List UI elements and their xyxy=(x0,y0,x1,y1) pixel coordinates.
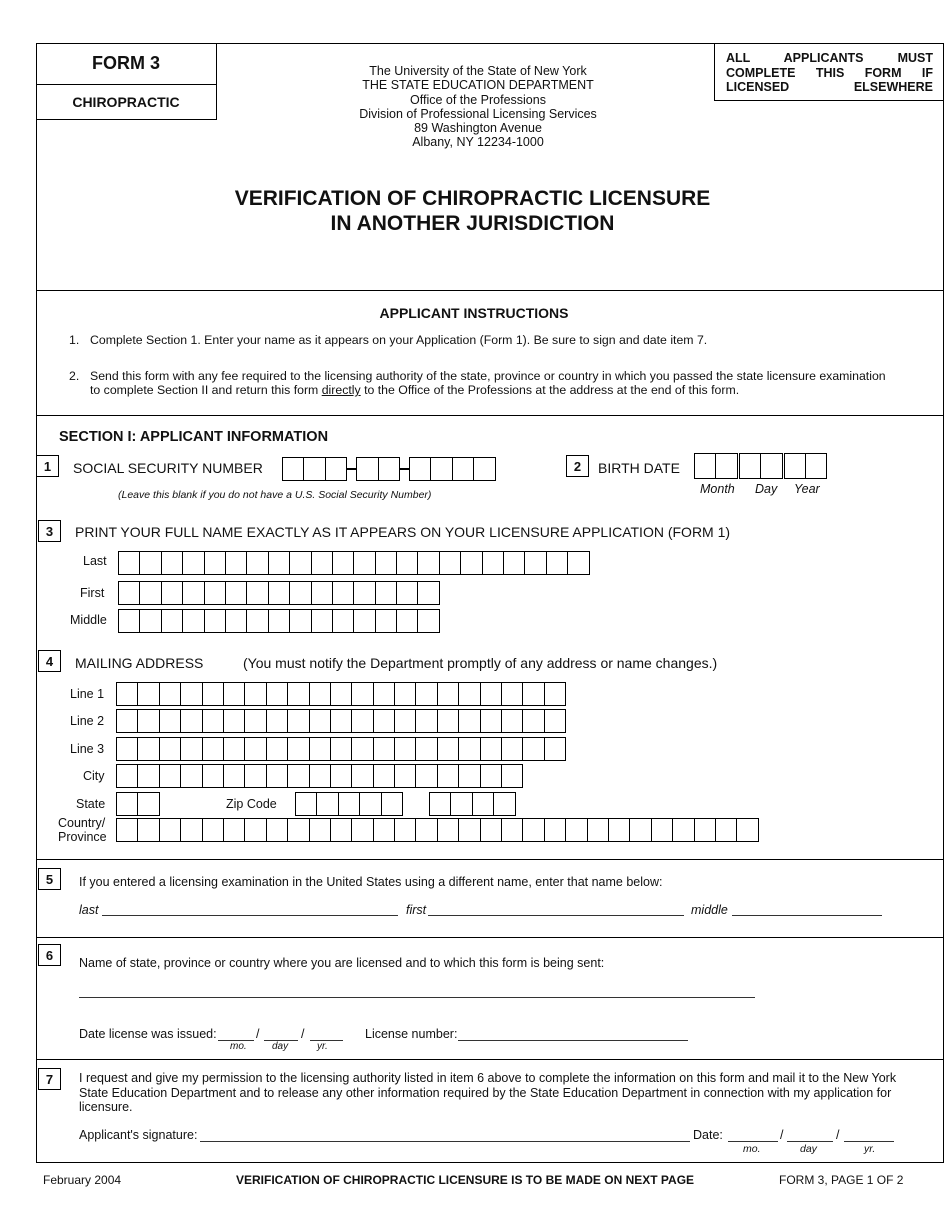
char-cell[interactable] xyxy=(139,581,161,605)
country-label-line: Country/ xyxy=(58,816,106,830)
agency-line: Office of the Professions xyxy=(410,92,546,107)
char-cell[interactable] xyxy=(180,709,202,733)
char-cell[interactable] xyxy=(546,551,568,575)
char-cell[interactable] xyxy=(204,551,226,575)
char-cell[interactable] xyxy=(309,764,331,788)
char-cell[interactable] xyxy=(437,818,459,842)
ssn-note: (Leave this blank if you do not have a U.S. Social Security Number) xyxy=(118,489,432,501)
char-cell[interactable] xyxy=(501,764,523,788)
ssn-cell[interactable] xyxy=(378,457,400,481)
char-cell[interactable] xyxy=(394,818,416,842)
char-cell[interactable] xyxy=(180,764,202,788)
char-cell[interactable] xyxy=(415,818,437,842)
line1-label: Line 1 xyxy=(70,687,105,701)
char-cell[interactable] xyxy=(161,609,183,633)
char-cell[interactable] xyxy=(353,581,375,605)
permission-line: State Education Department and to release any other information required by the State Education Department in connection with my application for xyxy=(79,1085,892,1100)
birth-month-cell[interactable] xyxy=(715,453,737,479)
char-cell[interactable] xyxy=(565,818,587,842)
char-cell[interactable] xyxy=(159,737,181,761)
sig-day-line[interactable] xyxy=(787,1141,833,1142)
char-cell[interactable] xyxy=(309,818,331,842)
char-cell[interactable] xyxy=(501,818,523,842)
state-input[interactable] xyxy=(116,792,160,816)
char-cell[interactable] xyxy=(493,792,515,816)
birth-date-input[interactable] xyxy=(694,453,827,479)
char-cell[interactable] xyxy=(415,682,437,706)
char-cell[interactable] xyxy=(417,581,439,605)
char-cell[interactable] xyxy=(116,682,138,706)
ssn-cell[interactable] xyxy=(325,457,347,481)
line3-label: Line 3 xyxy=(70,742,105,756)
state-label: State xyxy=(76,797,106,811)
char-cell[interactable] xyxy=(244,682,266,706)
divider xyxy=(36,415,944,416)
char-cell[interactable] xyxy=(501,709,523,733)
char-cell[interactable] xyxy=(458,818,480,842)
char-cell[interactable] xyxy=(373,709,395,733)
char-cell[interactable] xyxy=(415,764,437,788)
char-cell[interactable] xyxy=(694,818,716,842)
char-cell[interactable] xyxy=(501,682,523,706)
ssn-cell[interactable] xyxy=(282,457,304,481)
char-cell[interactable] xyxy=(159,818,181,842)
char-cell[interactable] xyxy=(246,581,268,605)
year-caption: Year xyxy=(794,482,820,496)
char-cell[interactable] xyxy=(244,709,266,733)
char-cell[interactable] xyxy=(544,737,566,761)
char-cell[interactable] xyxy=(375,551,397,575)
instruction-1: Complete Section 1. Enter your name as it appears on your Application (Form 1). Be sure to sign and date item 7. xyxy=(90,333,708,347)
ssn-cell[interactable] xyxy=(303,457,325,481)
char-cell[interactable] xyxy=(202,818,224,842)
item-number: 2 xyxy=(566,455,589,477)
char-cell[interactable] xyxy=(330,709,352,733)
date-slash: / xyxy=(256,1027,260,1041)
char-cell[interactable] xyxy=(118,609,140,633)
char-cell[interactable] xyxy=(202,764,224,788)
char-cell[interactable] xyxy=(415,709,437,733)
signature-label: Applicant's signature: xyxy=(79,1128,198,1142)
ssn-input[interactable] xyxy=(282,457,496,481)
char-cell[interactable] xyxy=(351,818,373,842)
alt-first-label: first xyxy=(406,903,427,917)
title-line-2: IN ANOTHER JURISDICTION xyxy=(330,212,615,235)
instruction-2b-text: to the Office of the Professions at the address at the end of this form. xyxy=(360,383,740,397)
char-cell[interactable] xyxy=(736,818,758,842)
char-cell[interactable] xyxy=(287,818,309,842)
char-cell[interactable] xyxy=(223,737,245,761)
char-cell[interactable] xyxy=(223,709,245,733)
char-cell[interactable] xyxy=(458,764,480,788)
permission-statement xyxy=(79,1071,909,1115)
footer-notice: VERIFICATION OF CHIROPRACTIC LICENSURE IS TO BE MADE ON NEXT PAGE xyxy=(236,1173,695,1187)
license-number-label: License number: xyxy=(365,1027,458,1041)
char-cell[interactable] xyxy=(437,764,459,788)
char-cell[interactable] xyxy=(289,551,311,575)
date-slash: / xyxy=(301,1027,305,1041)
month-caption: Month xyxy=(700,482,735,496)
char-cell[interactable] xyxy=(244,764,266,788)
char-cell[interactable] xyxy=(394,764,416,788)
char-cell[interactable] xyxy=(503,551,525,575)
form-type: CHIROPRACTIC xyxy=(72,94,180,110)
char-cell[interactable] xyxy=(544,709,566,733)
last-name-input[interactable] xyxy=(118,551,590,575)
char-cell[interactable] xyxy=(373,818,395,842)
char-cell[interactable] xyxy=(351,737,373,761)
char-cell[interactable] xyxy=(316,792,338,816)
char-cell[interactable] xyxy=(202,709,224,733)
char-cell[interactable] xyxy=(225,551,247,575)
char-cell[interactable] xyxy=(415,737,437,761)
permission-line: I request and give my permission to the licensing authority listed in item 6 above to complete the information on this form and mail it to the New York xyxy=(79,1071,897,1085)
alt-middle-label: middle xyxy=(691,903,728,917)
agency-line: Albany, NY 12234-1000 xyxy=(412,135,544,150)
zip-input[interactable] xyxy=(295,792,403,816)
notice-box: ALL APPLICANTS MUST COMPLETE THIS FORM IF LICENSED ELSEWHERE xyxy=(714,43,944,101)
char-cell[interactable] xyxy=(524,551,546,575)
title-line-1: VERIFICATION OF CHIROPRACTIC LICENSURE xyxy=(234,187,711,210)
signature-date-label: Date: xyxy=(693,1128,723,1142)
char-cell[interactable] xyxy=(458,737,480,761)
char-cell[interactable] xyxy=(161,581,183,605)
char-cell[interactable] xyxy=(137,764,159,788)
instruction-num: 2. xyxy=(69,369,80,383)
char-cell[interactable] xyxy=(159,709,181,733)
char-cell[interactable] xyxy=(204,581,226,605)
char-cell[interactable] xyxy=(311,581,333,605)
char-cell[interactable] xyxy=(437,682,459,706)
char-cell[interactable] xyxy=(268,581,290,605)
char-cell[interactable] xyxy=(353,609,375,633)
char-cell[interactable] xyxy=(137,737,159,761)
divider xyxy=(36,1059,944,1060)
char-cell[interactable] xyxy=(287,682,309,706)
char-cell[interactable] xyxy=(268,609,290,633)
sig-year-line[interactable] xyxy=(844,1141,894,1142)
char-cell[interactable] xyxy=(522,682,544,706)
alt-last-line[interactable] xyxy=(102,915,398,916)
zip-extension-input[interactable] xyxy=(429,792,516,816)
char-cell[interactable] xyxy=(480,682,502,706)
issue-date-label: Date license was issued: xyxy=(79,1027,217,1041)
char-cell[interactable] xyxy=(375,609,397,633)
birth-day-cell[interactable] xyxy=(760,453,782,479)
instruction-2b-text: to complete Section II and return this form xyxy=(90,383,322,397)
address-line1-input[interactable] xyxy=(116,682,566,706)
char-cell[interactable] xyxy=(480,764,502,788)
item-number: 1 xyxy=(36,455,59,477)
day-caption: day xyxy=(272,1041,289,1052)
first-name-input[interactable] xyxy=(118,581,440,605)
first-name-label: First xyxy=(80,586,105,600)
char-cell[interactable] xyxy=(330,737,352,761)
char-cell[interactable] xyxy=(458,682,480,706)
char-cell[interactable] xyxy=(522,737,544,761)
ssn-cell[interactable] xyxy=(356,457,378,481)
license-number-line[interactable] xyxy=(458,1040,688,1041)
page-title xyxy=(150,186,795,236)
char-cell[interactable] xyxy=(116,792,138,816)
char-cell[interactable] xyxy=(246,551,268,575)
yr-caption: yr. xyxy=(864,1143,876,1155)
instruction-2b-emphasis: directly xyxy=(321,383,361,397)
line2-label: Line 2 xyxy=(70,714,105,728)
char-cell[interactable] xyxy=(351,682,373,706)
char-cell[interactable] xyxy=(180,682,202,706)
char-cell[interactable] xyxy=(287,709,309,733)
char-cell[interactable] xyxy=(223,764,245,788)
item-number: 7 xyxy=(38,1068,61,1090)
char-cell[interactable] xyxy=(266,818,288,842)
char-cell[interactable] xyxy=(202,682,224,706)
char-cell[interactable] xyxy=(567,551,589,575)
char-cell[interactable] xyxy=(330,818,352,842)
birth-year-cell[interactable] xyxy=(805,453,827,479)
mo-caption: mo. xyxy=(230,1041,247,1052)
char-cell[interactable] xyxy=(309,737,331,761)
char-cell[interactable] xyxy=(246,609,268,633)
full-name-label: PRINT YOUR FULL NAME EXACTLY AS IT APPEARS ON YOUR LICENSURE APPLICATION (FORM 1) xyxy=(75,524,731,540)
last-name-label: Last xyxy=(83,554,107,568)
char-cell[interactable] xyxy=(161,551,183,575)
char-cell[interactable] xyxy=(116,818,138,842)
yr-caption: yr. xyxy=(317,1041,328,1052)
char-cell[interactable] xyxy=(373,764,395,788)
char-cell[interactable] xyxy=(359,792,381,816)
zip-label: Zip Code xyxy=(226,797,277,811)
char-cell[interactable] xyxy=(351,709,373,733)
address-line3-input[interactable] xyxy=(116,737,566,761)
char-cell[interactable] xyxy=(472,792,494,816)
char-cell[interactable] xyxy=(396,609,418,633)
char-cell[interactable] xyxy=(450,792,472,816)
char-cell[interactable] xyxy=(396,581,418,605)
char-cell[interactable] xyxy=(268,551,290,575)
province-label-line: Province xyxy=(58,830,107,844)
item-number: 6 xyxy=(38,944,61,966)
char-cell[interactable] xyxy=(289,581,311,605)
divider xyxy=(36,937,944,938)
char-cell[interactable] xyxy=(544,682,566,706)
char-cell[interactable] xyxy=(375,581,397,605)
char-cell[interactable] xyxy=(330,682,352,706)
char-cell[interactable] xyxy=(116,737,138,761)
birth-date-label: BIRTH DATE xyxy=(598,460,680,476)
char-cell[interactable] xyxy=(332,609,354,633)
instruction-num: 1. xyxy=(69,333,80,347)
middle-name-label: Middle xyxy=(70,613,107,627)
char-cell[interactable] xyxy=(608,818,630,842)
birth-day-cell[interactable] xyxy=(739,453,761,479)
mailing-address-note: (You must notify the Department promptly of any address or name changes.) xyxy=(243,655,718,671)
char-cell[interactable] xyxy=(139,551,161,575)
char-cell[interactable] xyxy=(287,764,309,788)
char-cell[interactable] xyxy=(116,764,138,788)
ssn-label: SOCIAL SECURITY NUMBER xyxy=(73,460,263,476)
day-caption: day xyxy=(800,1143,817,1155)
char-cell[interactable] xyxy=(182,609,204,633)
char-cell[interactable] xyxy=(225,581,247,605)
divider xyxy=(36,290,944,291)
item-number: 4 xyxy=(38,650,61,672)
char-cell[interactable] xyxy=(437,709,459,733)
alt-first-line[interactable] xyxy=(428,915,684,916)
char-cell[interactable] xyxy=(417,609,439,633)
char-cell[interactable] xyxy=(429,792,451,816)
item-number: 5 xyxy=(38,868,61,890)
char-cell[interactable] xyxy=(480,818,502,842)
middle-name-input[interactable] xyxy=(118,609,440,633)
char-cell[interactable] xyxy=(204,609,226,633)
item-number: 3 xyxy=(38,520,61,542)
instruction-2b xyxy=(90,383,739,398)
birth-year-cell[interactable] xyxy=(784,453,806,479)
date-slash: / xyxy=(836,1128,840,1142)
char-cell[interactable] xyxy=(180,818,202,842)
signature-line[interactable] xyxy=(200,1141,690,1142)
char-cell[interactable] xyxy=(482,551,504,575)
char-cell[interactable] xyxy=(311,609,333,633)
instruction-2a: Send this form with any fee required to the licensing authority of the state, province or country in which you passed the state licensure examination xyxy=(90,369,886,383)
char-cell[interactable] xyxy=(137,818,159,842)
char-cell[interactable] xyxy=(544,818,566,842)
form-number: FORM 3 xyxy=(36,43,216,85)
city-input[interactable] xyxy=(116,764,523,788)
char-cell[interactable] xyxy=(417,551,439,575)
char-cell[interactable] xyxy=(137,682,159,706)
address-line2-input[interactable] xyxy=(116,709,566,733)
char-cell[interactable] xyxy=(480,709,502,733)
section-heading: SECTION I: APPLICANT INFORMATION xyxy=(59,429,329,445)
char-cell[interactable] xyxy=(715,818,737,842)
instructions-heading: APPLICANT INSTRUCTIONS xyxy=(379,305,569,321)
char-cell[interactable] xyxy=(266,737,288,761)
agency-line: Division of Professional Licensing Services xyxy=(359,106,597,121)
char-cell[interactable] xyxy=(244,737,266,761)
city-label: City xyxy=(83,769,105,783)
char-cell[interactable] xyxy=(394,737,416,761)
form-id-box xyxy=(36,43,217,120)
char-cell[interactable] xyxy=(396,551,418,575)
char-cell[interactable] xyxy=(266,682,288,706)
char-cell[interactable] xyxy=(309,682,331,706)
char-cell[interactable] xyxy=(295,792,317,816)
char-cell[interactable] xyxy=(629,818,651,842)
char-cell[interactable] xyxy=(651,818,673,842)
jurisdiction-instruction: Name of state, province or country where you are licensed and to which this form is being sent: xyxy=(79,956,605,970)
char-cell[interactable] xyxy=(437,737,459,761)
char-cell[interactable] xyxy=(266,709,288,733)
char-cell[interactable] xyxy=(351,764,373,788)
char-cell[interactable] xyxy=(182,551,204,575)
char-cell[interactable] xyxy=(202,737,224,761)
char-cell[interactable] xyxy=(180,737,202,761)
alt-middle-line[interactable] xyxy=(732,915,882,916)
char-cell[interactable] xyxy=(332,551,354,575)
char-cell[interactable] xyxy=(311,551,333,575)
agency-line: The University of the State of New York xyxy=(369,64,587,78)
char-cell[interactable] xyxy=(587,818,609,842)
ssn-cell[interactable] xyxy=(430,457,452,481)
sig-month-line[interactable] xyxy=(728,1141,778,1142)
char-cell[interactable] xyxy=(480,737,502,761)
birth-month-cell[interactable] xyxy=(694,453,716,479)
char-cell[interactable] xyxy=(137,709,159,733)
char-cell[interactable] xyxy=(381,792,403,816)
ssn-cell[interactable] xyxy=(452,457,474,481)
char-cell[interactable] xyxy=(373,682,395,706)
char-cell[interactable] xyxy=(394,709,416,733)
ssn-cell[interactable] xyxy=(409,457,431,481)
char-cell[interactable] xyxy=(289,609,311,633)
char-cell[interactable] xyxy=(139,609,161,633)
char-cell[interactable] xyxy=(394,682,416,706)
footer-page: FORM 3, PAGE 1 OF 2 xyxy=(779,1173,904,1187)
day-caption: Day xyxy=(755,482,778,496)
char-cell[interactable] xyxy=(338,792,360,816)
char-cell[interactable] xyxy=(244,818,266,842)
jurisdiction-line[interactable] xyxy=(79,997,755,998)
char-cell[interactable] xyxy=(223,682,245,706)
char-cell[interactable] xyxy=(225,609,247,633)
char-cell[interactable] xyxy=(672,818,694,842)
char-cell[interactable] xyxy=(223,818,245,842)
char-cell[interactable] xyxy=(353,551,375,575)
char-cell[interactable] xyxy=(460,551,482,575)
ssn-cell[interactable] xyxy=(473,457,495,481)
char-cell[interactable] xyxy=(118,551,140,575)
alt-last-label: last xyxy=(79,903,99,917)
agency-address xyxy=(300,64,656,150)
country-label xyxy=(58,816,107,844)
char-cell[interactable] xyxy=(159,764,181,788)
permission-line: licensure. xyxy=(79,1100,133,1114)
char-cell[interactable] xyxy=(137,792,159,816)
char-cell[interactable] xyxy=(287,737,309,761)
char-cell[interactable] xyxy=(330,764,352,788)
date-slash: / xyxy=(780,1128,784,1142)
char-cell[interactable] xyxy=(116,709,138,733)
mailing-address-label: MAILING ADDRESS xyxy=(75,655,204,671)
agency-line: 89 Washington Avenue xyxy=(414,121,542,136)
country-input[interactable] xyxy=(116,818,759,842)
char-cell[interactable] xyxy=(373,737,395,761)
mo-caption: mo. xyxy=(743,1143,761,1155)
char-cell[interactable] xyxy=(458,709,480,733)
char-cell[interactable] xyxy=(266,764,288,788)
char-cell[interactable] xyxy=(309,709,331,733)
char-cell[interactable] xyxy=(332,581,354,605)
char-cell[interactable] xyxy=(182,581,204,605)
char-cell[interactable] xyxy=(118,581,140,605)
char-cell[interactable] xyxy=(159,682,181,706)
char-cell[interactable] xyxy=(501,737,523,761)
agency-line: THE STATE EDUCATION DEPARTMENT xyxy=(362,78,594,93)
footer-date: February 2004 xyxy=(43,1173,122,1187)
char-cell[interactable] xyxy=(522,818,544,842)
alt-name-instruction: If you entered a licensing examination in the United States using a different name, enter that name below: xyxy=(79,875,663,889)
char-cell[interactable] xyxy=(439,551,461,575)
char-cell[interactable] xyxy=(522,709,544,733)
divider xyxy=(36,859,944,860)
